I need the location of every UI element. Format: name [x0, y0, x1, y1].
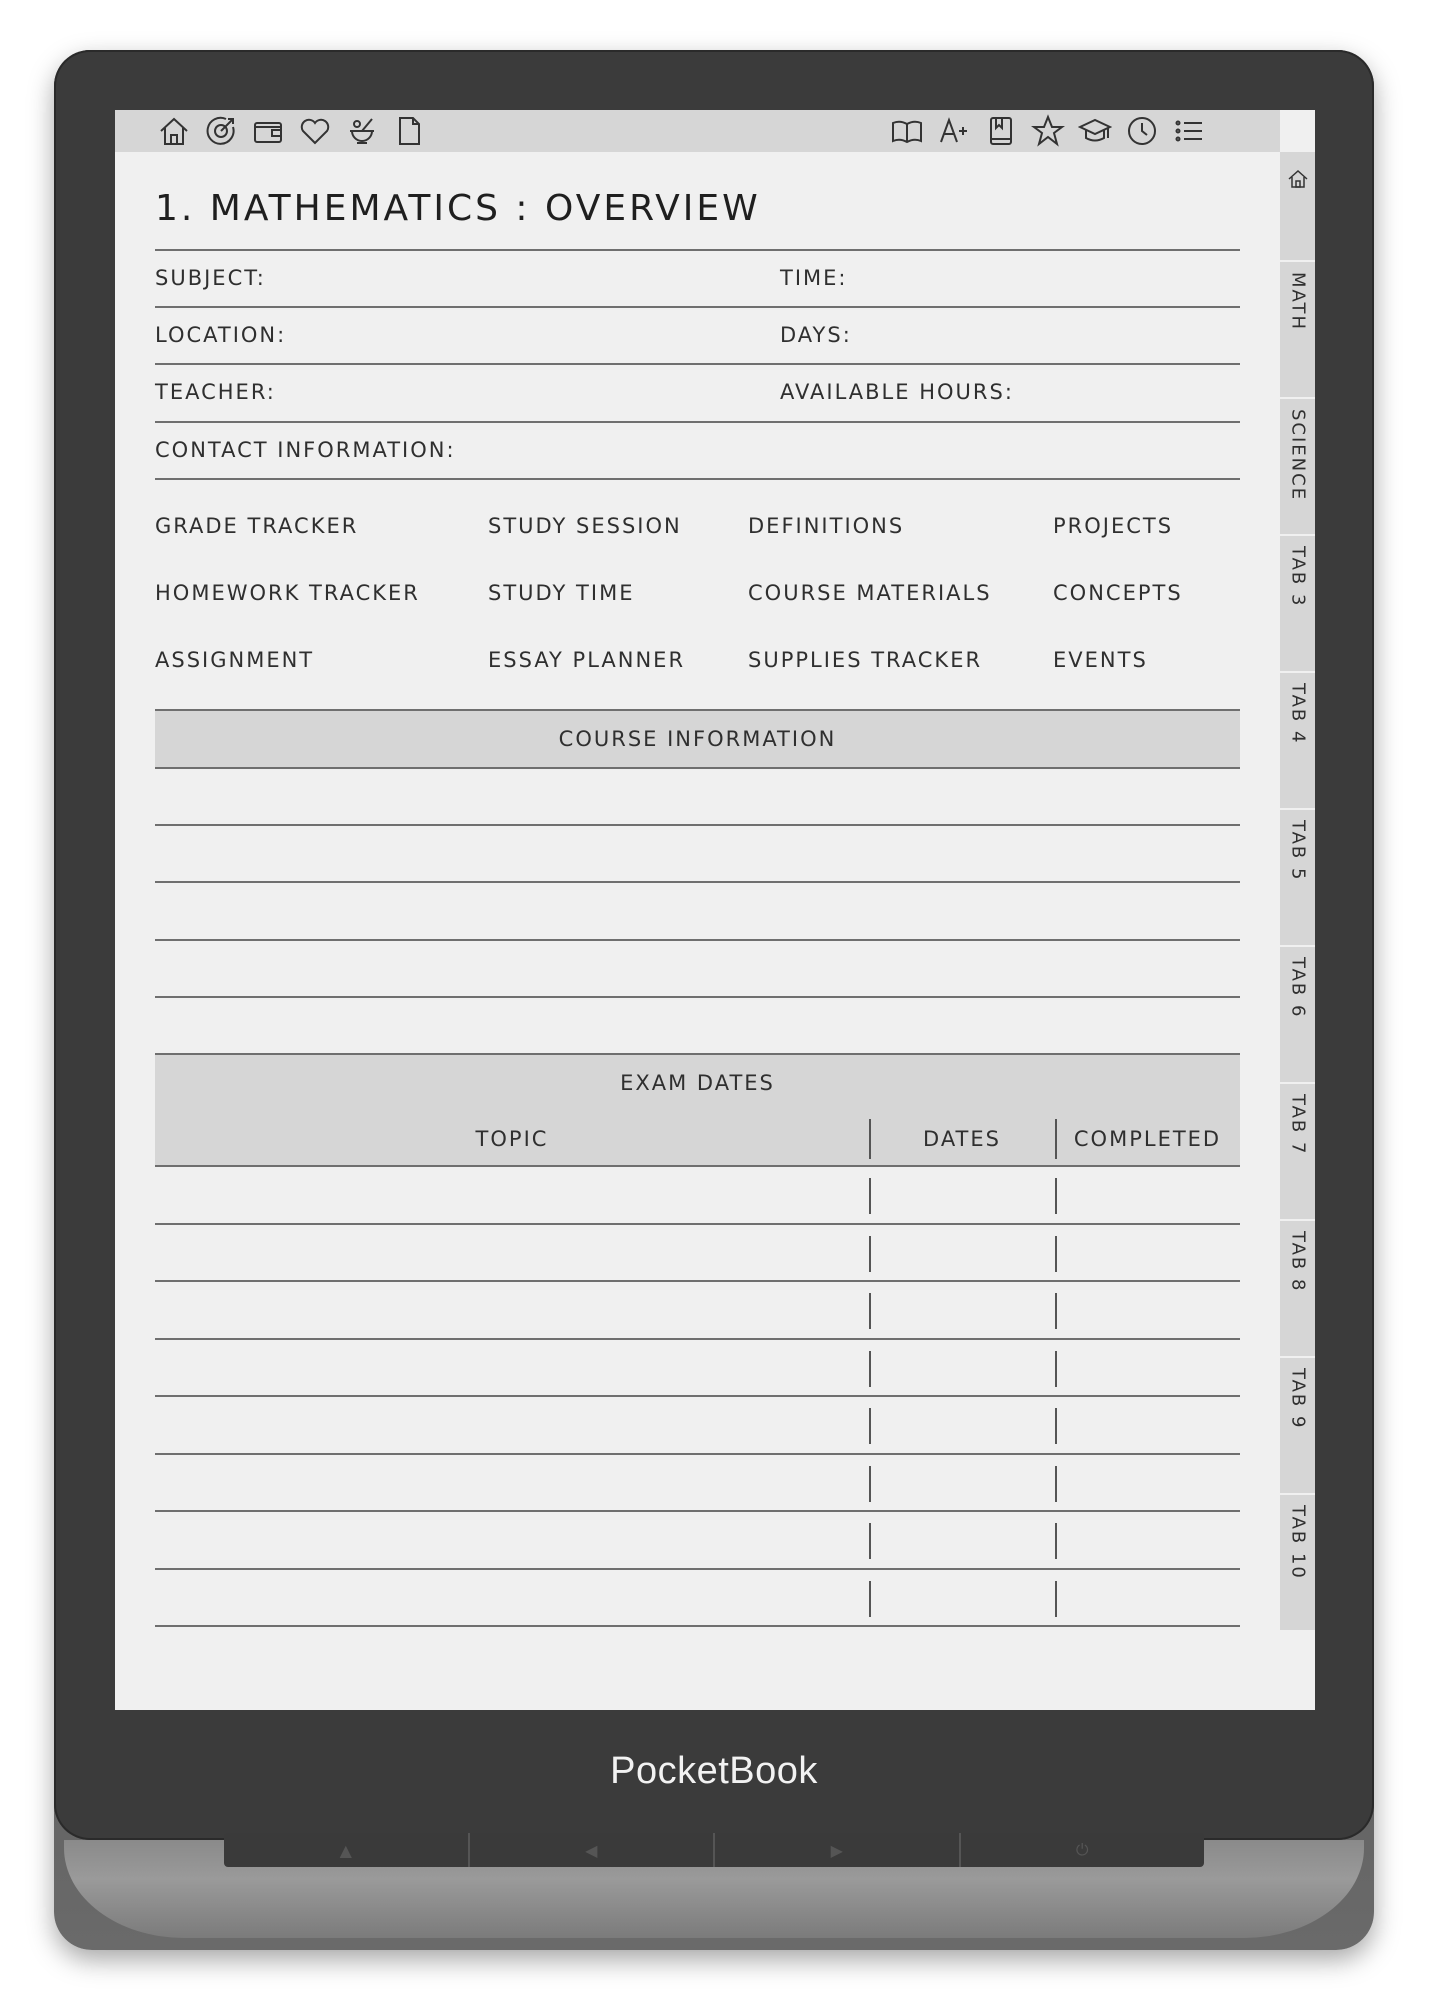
- document-icon[interactable]: [392, 114, 426, 148]
- table-row[interactable]: [155, 1167, 1240, 1225]
- page-title: 1. MATHEMATICS : OVERVIEW: [155, 188, 761, 229]
- location-label: LOCATION:: [155, 323, 287, 347]
- hw-forward-button[interactable]: ▶: [715, 1833, 961, 1867]
- table-row[interactable]: [155, 1455, 1240, 1513]
- table-row[interactable]: [155, 1397, 1240, 1455]
- brand-logo: PocketBook: [610, 1750, 818, 1792]
- table-row[interactable]: [155, 1512, 1240, 1570]
- column-separator: [869, 1236, 871, 1272]
- column-separator: [869, 1293, 871, 1329]
- tab-tab-7[interactable]: [1280, 1084, 1315, 1221]
- mortar-icon[interactable]: [345, 114, 379, 148]
- course-information-header: COURSE INFORMATION: [155, 709, 1240, 769]
- tab-tab-6[interactable]: [1280, 947, 1315, 1084]
- link-course-materials[interactable]: COURSE MATERIALS: [748, 581, 992, 605]
- hw-back-button[interactable]: ◀: [470, 1833, 716, 1867]
- link-study-time[interactable]: STUDY TIME: [488, 581, 635, 605]
- contact-information-label: CONTACT INFORMATION:: [155, 438, 456, 462]
- column-separator: [869, 1119, 871, 1159]
- tab-label: TAB 7: [1287, 1094, 1309, 1156]
- book-icon[interactable]: [890, 114, 924, 148]
- column-separator: [1055, 1466, 1057, 1502]
- tab-label: TAB 5: [1287, 820, 1309, 882]
- column-separator: [1055, 1236, 1057, 1272]
- link-study-session[interactable]: STUDY SESSION: [488, 514, 682, 538]
- hardware-buttons: [224, 1833, 1204, 1867]
- progress-icon[interactable]: [204, 114, 238, 148]
- clock-icon[interactable]: [1125, 114, 1159, 148]
- col-completed: COMPLETED: [1073, 1127, 1222, 1151]
- tab-math[interactable]: [1280, 262, 1315, 399]
- bookmark-book-icon[interactable]: [984, 114, 1018, 148]
- tab-label: TAB 4: [1287, 683, 1309, 745]
- wallet-icon[interactable]: [251, 114, 285, 148]
- column-separator: [869, 1466, 871, 1502]
- exam-dates-header: [155, 1053, 1240, 1113]
- tab-tab-10[interactable]: [1280, 1495, 1315, 1632]
- note-line: [155, 939, 1240, 941]
- note-line: [155, 881, 1240, 883]
- font-size-icon[interactable]: [937, 114, 971, 148]
- column-separator: [869, 1408, 871, 1444]
- hw-power-button[interactable]: ⏻: [1075, 1840, 1089, 1859]
- home-icon[interactable]: [157, 114, 191, 148]
- tab-label: TAB 10: [1287, 1505, 1309, 1580]
- tab-label: TAB 3: [1287, 546, 1309, 608]
- hw-home-button[interactable]: ▲: [224, 1833, 470, 1867]
- top-toolbar: [115, 110, 1280, 152]
- tab-tab-9[interactable]: [1280, 1358, 1315, 1495]
- column-separator: [1055, 1178, 1057, 1214]
- note-line: [155, 824, 1240, 826]
- list-icon[interactable]: [1172, 114, 1206, 148]
- tab-label: TAB 8: [1287, 1231, 1309, 1293]
- divider: [155, 306, 1240, 308]
- link-projects[interactable]: PROJECTS: [1053, 514, 1174, 538]
- table-row[interactable]: [155, 1340, 1240, 1398]
- link-concepts[interactable]: CONCEPTS: [1053, 581, 1183, 605]
- tab-science[interactable]: [1280, 399, 1315, 536]
- exam-dates-title: EXAM DATES: [620, 1071, 775, 1095]
- table-row[interactable]: [155, 1282, 1240, 1340]
- link-grade-tracker[interactable]: GRADE TRACKER: [155, 514, 359, 538]
- column-separator: [1055, 1119, 1057, 1159]
- time-label: TIME:: [780, 266, 848, 290]
- table-row[interactable]: [155, 1570, 1240, 1628]
- link-definitions[interactable]: DEFINITIONS: [748, 514, 905, 538]
- link-essay-planner[interactable]: ESSAY PLANNER: [488, 648, 686, 672]
- link-supplies-tracker[interactable]: SUPPLIES TRACKER: [748, 648, 983, 672]
- tab-tab-5[interactable]: [1280, 810, 1315, 947]
- link-events[interactable]: EVENTS: [1053, 648, 1148, 672]
- available-hours-label: AVAILABLE HOURS:: [780, 380, 1014, 404]
- tab-label: SCIENCE: [1287, 409, 1309, 502]
- table-row[interactable]: [155, 1225, 1240, 1283]
- note-line: [155, 996, 1240, 998]
- link-assignment[interactable]: ASSIGNMENT: [155, 648, 315, 672]
- row-line: [155, 1625, 1240, 1627]
- col-dates: DATES: [923, 1127, 1001, 1151]
- heart-icon[interactable]: [298, 114, 332, 148]
- column-separator: [869, 1178, 871, 1214]
- link-homework-tracker[interactable]: HOMEWORK TRACKER: [155, 581, 420, 605]
- divider: [155, 478, 1240, 480]
- tab-tab-8[interactable]: [1280, 1221, 1315, 1358]
- tab-home[interactable]: [1280, 152, 1315, 262]
- days-label: DAYS:: [780, 323, 852, 347]
- tab-tab-3[interactable]: [1280, 536, 1315, 673]
- column-separator: [869, 1581, 871, 1617]
- subject-label: SUBJECT:: [155, 266, 266, 290]
- column-separator: [1055, 1408, 1057, 1444]
- column-separator: [869, 1351, 871, 1387]
- column-separator: [1055, 1581, 1057, 1617]
- tab-label: TAB 9: [1287, 1368, 1309, 1430]
- column-separator: [869, 1523, 871, 1559]
- divider: [155, 363, 1240, 365]
- tab-label: MATH: [1287, 272, 1309, 331]
- star-icon[interactable]: [1031, 114, 1065, 148]
- screen: [115, 110, 1315, 1710]
- column-separator: [1055, 1523, 1057, 1559]
- graduation-cap-icon[interactable]: [1078, 114, 1112, 148]
- divider: [155, 249, 1240, 251]
- col-topic: TOPIC: [475, 1127, 549, 1151]
- column-separator: [1055, 1351, 1057, 1387]
- teacher-label: TEACHER:: [155, 380, 276, 404]
- home-icon: [1287, 168, 1309, 190]
- tab-label: TAB 6: [1287, 957, 1309, 1019]
- divider: [155, 421, 1240, 423]
- column-separator: [1055, 1293, 1057, 1329]
- tab-tab-4[interactable]: [1280, 673, 1315, 810]
